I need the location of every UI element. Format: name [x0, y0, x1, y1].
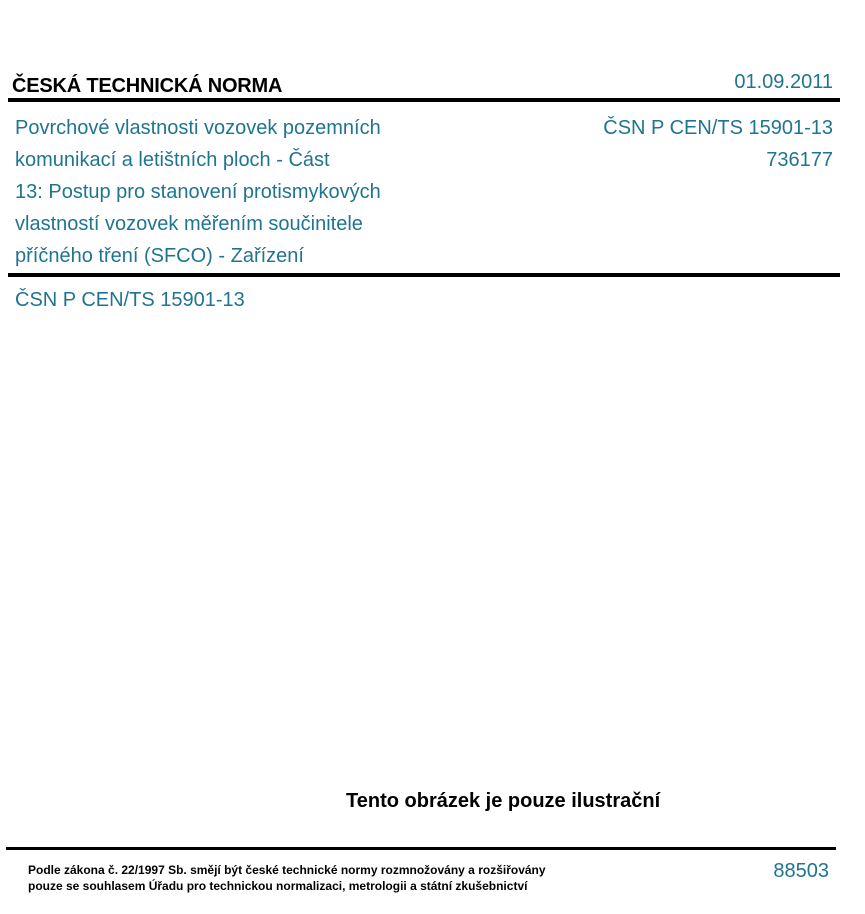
legal-line: pouze se souhlasem Úřadu pro technickou normalizaci, metrologii a státní zkušebnictví — [28, 879, 528, 893]
standard-designation: ČSN P CEN/TS 15901-13 — [15, 289, 245, 311]
norm-header-title: ČESKÁ TECHNICKÁ NORMA — [12, 75, 283, 97]
illustration-notice: Tento obrázek je pouze ilustrační — [346, 790, 661, 812]
standard-codes — [603, 112, 833, 176]
title-line: 13: Postup pro stanovení protismykových — [15, 181, 381, 203]
title-divider — [8, 273, 840, 277]
title-line: komunikací a letištních ploch - Část — [15, 149, 330, 171]
document-number: 88503 — [773, 860, 829, 882]
title-line: Povrchové vlastnosti vozovek pozemních — [15, 117, 381, 139]
footer-divider — [6, 847, 836, 850]
legal-notice — [28, 862, 588, 894]
header-divider — [8, 98, 840, 102]
legal-line: Podle zákona č. 22/1997 Sb. smějí být české technické normy rozmnožovány a rozšiřovány — [28, 863, 546, 877]
title-line: příčného tření (SFCO) - Zařízení — [15, 245, 304, 267]
title-line: vlastností vozovek měřením součinitele — [15, 213, 363, 235]
class-number: 736177 — [766, 149, 833, 171]
publication-date: 01.09.2011 — [734, 71, 833, 93]
standard-code: ČSN P CEN/TS 15901-13 — [603, 117, 833, 139]
standard-title — [15, 112, 435, 272]
